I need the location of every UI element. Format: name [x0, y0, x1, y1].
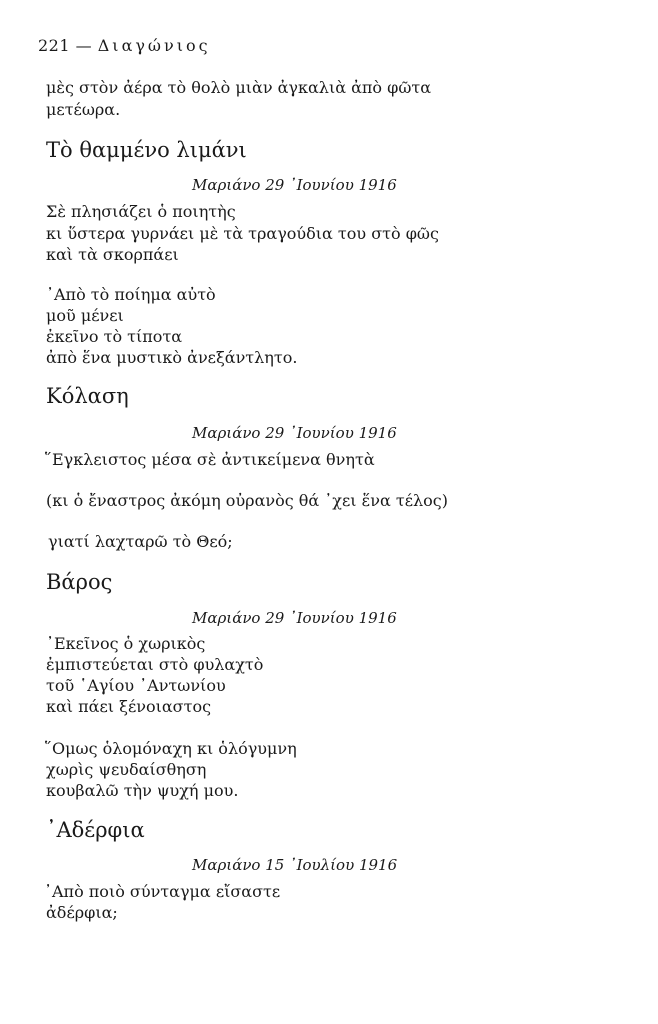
poem-line: καὶ πάει ξένοιαστος — [46, 697, 212, 716]
continuation-line: μετέωρα. — [46, 100, 121, 119]
poem-line: κουβαλῶ τὴν ψυχή μου. — [46, 781, 239, 800]
poem-title: Τὸ θαμμένο λιμάνι — [46, 138, 247, 162]
poem-dateline: Μαριάνο 29 ᾿Ιουνίου 1916 — [192, 424, 397, 442]
poem-line: ἐμπιστεύεται στὸ φυλαχτὸ — [46, 655, 264, 674]
poem-line: κι ὕστερα γυρνάει μὲ τὰ τραγούδια του στὸ φῶς — [46, 224, 439, 243]
page-number: 221 — [38, 36, 71, 55]
continuation-line: μὲς στὸν ἀέρα τὸ θολὸ μιὰν ἀγκαλιὰ ἀπὸ φῶτα — [46, 78, 432, 97]
running-head — [38, 36, 211, 55]
poem-dateline: Μαριάνο 15 ᾿Ιουλίου 1916 — [192, 856, 398, 874]
poem-line: ῞Εγκλειστος μέσα σὲ ἀντικείμενα θνητὰ — [44, 450, 375, 469]
poem-line: (κι ὁ ἔναστρος ἀκόμη οὐρανὸς θά ᾿χει ἕνα τέλος) — [46, 491, 448, 510]
running-head-title: Διαγώνιος — [97, 36, 211, 55]
poem-line: γιατί λαχταρῶ τὸ Θεό; — [48, 532, 233, 551]
poem-title: Κόλαση — [46, 384, 129, 408]
poem-line: ᾿Απὸ ποιὸ σύνταγμα εἴσαστε — [44, 882, 281, 901]
poem-title: ᾿Αδέρφια — [46, 818, 145, 842]
poem-line: ᾿Απὸ τὸ ποίημα αὐτὸ — [46, 285, 216, 304]
poem-line: Σὲ πλησιάζει ὁ ποιητὴς — [46, 202, 236, 221]
poem-line: καὶ τὰ σκορπάει — [46, 245, 179, 264]
poem-line: ᾿Εκεῖνος ὁ χωρικὸς — [46, 634, 206, 653]
poem-title: Βάρος — [46, 570, 113, 594]
poem-dateline: Μαριάνο 29 ᾿Ιουνίου 1916 — [192, 609, 397, 627]
poem-line: χωρὶς ψευδαίσθηση — [46, 760, 207, 779]
poem-line: τοῦ ῾Αγίου ᾿Αντωνίου — [46, 676, 226, 695]
poem-line: ἀδέρφια; — [46, 903, 118, 922]
poem-line: ἀπὸ ἕνα μυστικὸ ἀνεξάντλητο. — [46, 348, 298, 367]
poem-line: ἐκεῖνο τὸ τίποτα — [46, 327, 183, 346]
running-head-separator: — — [75, 36, 93, 55]
poem-dateline: Μαριάνο 29 ᾿Ιουνίου 1916 — [192, 176, 397, 194]
poem-line: ῞Ομως ὁλομόναχη κι ὁλόγυμνη — [44, 739, 297, 758]
poem-line: μοῦ μένει — [46, 306, 124, 325]
